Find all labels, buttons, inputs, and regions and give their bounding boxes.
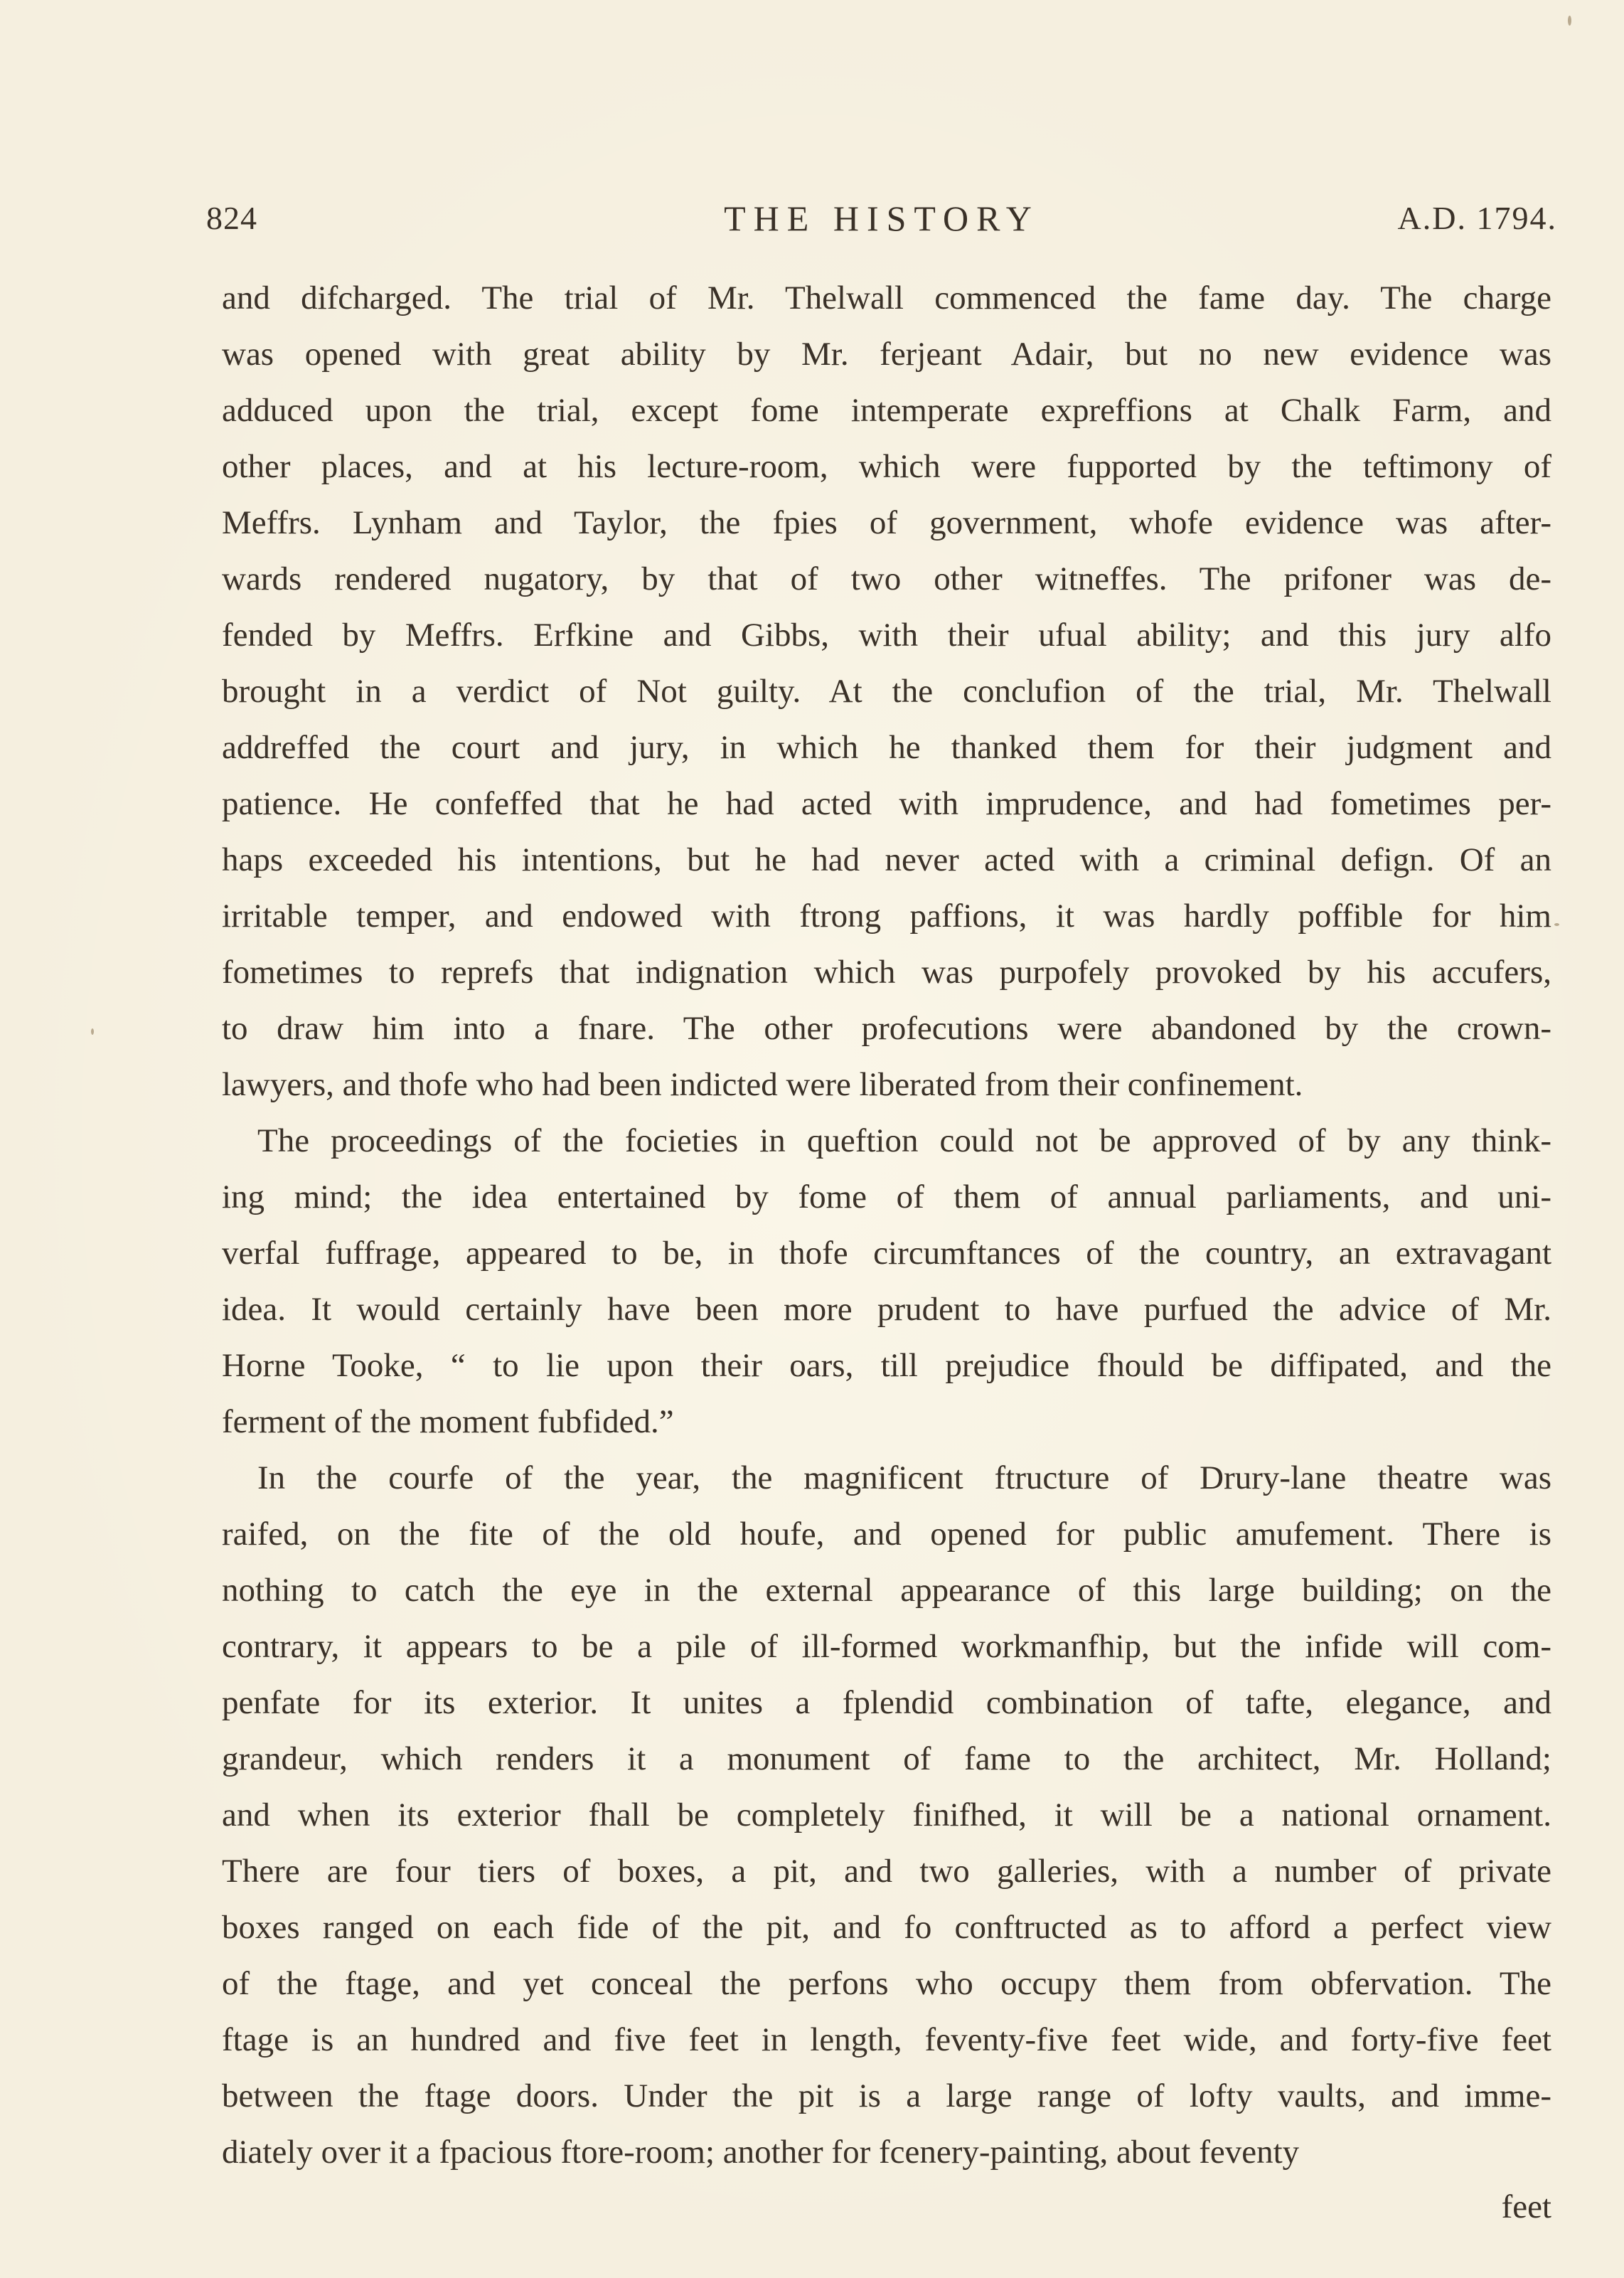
text-line: fometimes to reprefs that indignation which was purpofely provoked by his accufers, (222, 954, 1551, 991)
paragraph (222, 1113, 1551, 1450)
text-line: adduced upon the trial, except fome intemperate expreffions at Chalk Farm, and (222, 392, 1551, 429)
paper-speck (1554, 923, 1559, 926)
text-line: boxes ranged on each fide of the pit, and fo conftructed as to afford a perfect view (222, 1909, 1551, 1946)
text-line: patience. He confeffed that he had acted with imprudence, and had fometimes per- (222, 785, 1551, 822)
text-line: contrary, it appears to be a pile of ill-formed workmanfhip, but the infide will com- (222, 1628, 1551, 1665)
text-line: The proceedings of the focieties in queftion could not be approved of by any think- (257, 1122, 1551, 1159)
text-line: and difcharged. The trial of Mr. Thelwall commenced the fame day. The charge (222, 280, 1551, 316)
text-line: of the ftage, and yet conceal the perfons who occupy them from obfervation. The (222, 1965, 1551, 2002)
text-line: was opened with great ability by Mr. ferjeant Adair, but no new evidence was (222, 336, 1551, 373)
text-line: Horne Tooke, “ to lie upon their oars, till prejudice fhould be diffipated, and the (222, 1347, 1551, 1384)
paragraph (222, 270, 1551, 1113)
text-line: raifed, on the fite of the old houfe, and opened for public amufement. There is (222, 1516, 1551, 1553)
text-line: nothing to catch the eye in the external appearance of this large building; on the (222, 1572, 1551, 1609)
text-line: ing mind; the idea entertained by fome of them of annual parliaments, and uni- (222, 1178, 1551, 1215)
text-line: ftage is an hundred and five feet in length, feventy-five feet wide, and forty-five feet (222, 2021, 1551, 2058)
body-text (222, 270, 1551, 2181)
text-line: grandeur, which renders it a monument of fame to the architect, Mr. Holland; (222, 1740, 1551, 1777)
text-line: penfate for its exterior. It unites a fplendid combination of tafte, elegance, and (222, 1684, 1551, 1721)
text-line: between the ftage doors. Under the pit is a large range of lofty vaults, and imme- (222, 2077, 1551, 2114)
running-title: THE HISTORY (724, 198, 1040, 238)
text-line: haps exceeded his intentions, but he had never acted with a criminal defign. Of an (222, 841, 1551, 878)
text-line: In the courfe of the year, the magnificent ftructure of Drury-lane theatre was (257, 1459, 1551, 1496)
text-line: addreffed the court and jury, in which he thanked them for their judgment and (222, 729, 1551, 766)
paragraph (222, 1450, 1551, 2181)
text-line: other places, and at his lecture-room, which were fupported by the teftimony of (222, 448, 1551, 485)
text-line: irritable temper, and endowed with ftrong paffions, it was hardly poffible for him (222, 898, 1551, 935)
text-line: idea. It would certainly have been more prudent to have purfued the advice of Mr. (222, 1291, 1551, 1328)
text-line: ferment of the moment fubfided.” (222, 1403, 674, 1440)
year-heading: A.D. 1794. (1397, 200, 1557, 236)
page-header (206, 193, 1557, 250)
text-line: There are four tiers of boxes, a pit, and two galleries, with a number of private (222, 1853, 1551, 1890)
page-number: 824 (206, 200, 257, 236)
text-line: fended by Meffrs. Erfkine and Gibbs, with their ufual ability; and this jury alfo (222, 617, 1551, 654)
catchword: feet (1501, 2188, 1551, 2225)
text-line: diately over it a fpacious ftore-room; another for fcenery-painting, about feventy (222, 2134, 1300, 2171)
text-line: wards rendered nugatory, by that of two other witneffes. The prifoner was de- (222, 560, 1551, 597)
text-line: verfal fuffrage, appeared to be, in thofe circumftances of the country, an extravagant (222, 1235, 1551, 1272)
text-line: lawyers, and thofe who had been indicted were liberated from their confinement. (222, 1066, 1303, 1103)
paper-speck (1568, 16, 1571, 26)
text-line: brought in a verdict of Not guilty. At the conclufion of the trial, Mr. Thelwall (222, 673, 1551, 710)
paper-speck (91, 1028, 94, 1035)
text-line: to draw him into a fnare. The other profecutions were abandoned by the crown- (222, 1010, 1551, 1047)
text-line: Meffrs. Lynham and Taylor, the fpies of government, whofe evidence was after- (222, 504, 1551, 541)
text-line: and when its exterior fhall be completely finifhed, it will be a national ornament. (222, 1797, 1551, 1833)
